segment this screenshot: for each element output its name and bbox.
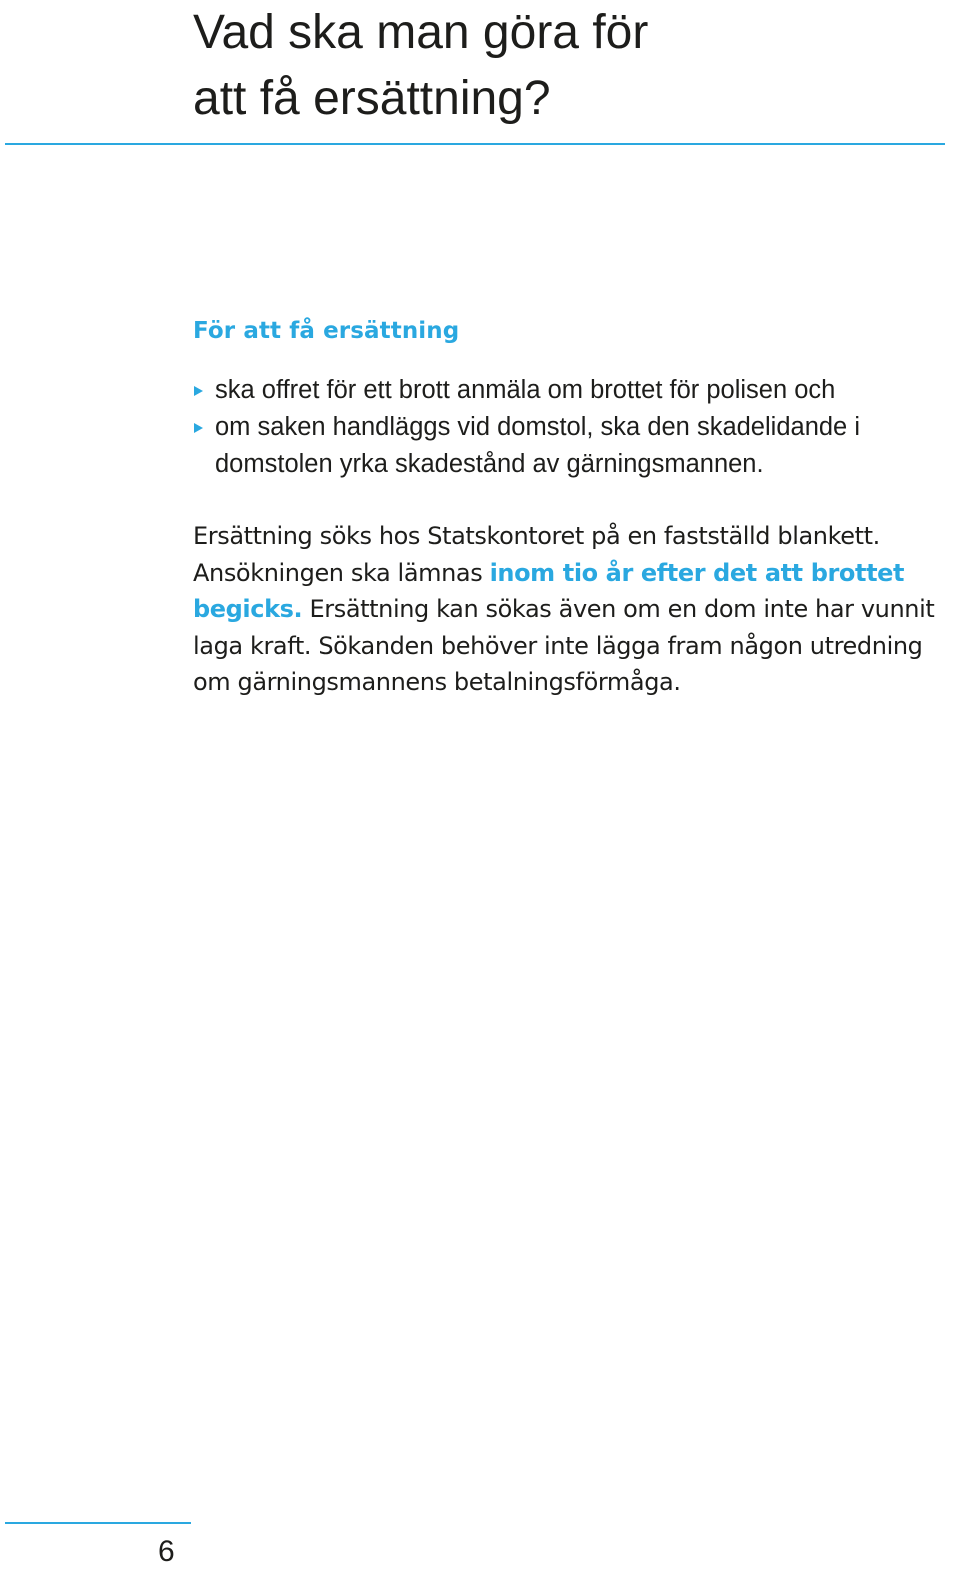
footer-divider [5,1522,191,1524]
page-title-line-1: Vad ska man göra för [193,6,649,59]
list-item [193,409,953,483]
list-item-text: om saken handläggs vid domstol, ska den skadelidande i domstolen yrka skadestånd av gärningsmannen. [215,413,860,478]
page-number: 6 [158,1535,175,1568]
section-heading: För att få ersättning [193,318,460,344]
body-text-part-1: Ersättning söks hos Statskontoret på en fastställd blankett. Ansökningen ska lämnas [193,522,880,587]
bullet-list [193,372,953,483]
highlighted-deadline: inom tio år efter det att brottet begicks. [193,558,905,623]
body-paragraph [193,518,953,701]
page-title-line-2: att få ersättning? [193,72,551,125]
body-text-part-2: Ersättning kan sökas även om en dom inte har vunnit laga kraft. Sökanden behöver inte lägga fram någon utredning om gärningsmannens betalningsförmåga. [193,595,935,696]
list-item [193,372,953,409]
page-title [193,0,648,132]
title-divider [5,143,945,145]
list-item-text: ska offret för ett brott anmäla om brottet för polisen och [215,376,836,404]
triangle-bullet-icon [194,386,203,396]
triangle-bullet-icon [194,423,203,433]
